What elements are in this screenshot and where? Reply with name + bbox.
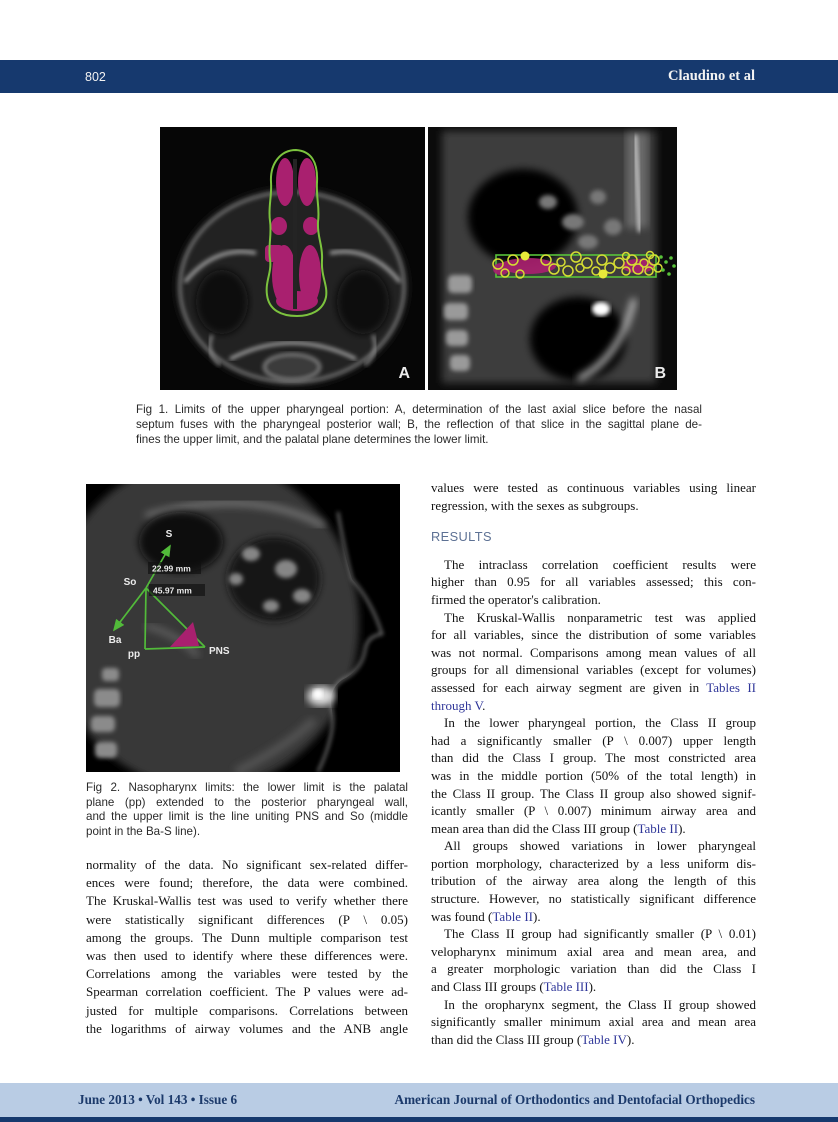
text-line: The Kruskal-Wallis test was used to verify whether there (86, 893, 408, 909)
text-line: than did the Class I group. The most constricted area (431, 750, 756, 766)
issue-info: June 2013 • Vol 143 • Issue 6 (78, 1092, 238, 1107)
figure2-image (86, 484, 400, 772)
panel-b-label: B (654, 365, 666, 382)
text-line: ences were found; therefore, the data were combined. (86, 875, 408, 891)
table-reference-link[interactable]: through V (431, 697, 483, 713)
paragraph-velopharynx (431, 925, 756, 995)
text-line: plane (pp) extended to the posterior pharyngeal wall, (86, 795, 408, 809)
results-section-heading: RESULTS (431, 529, 492, 545)
measurement-so-s: 22.99 mm (152, 563, 191, 574)
text-line: firmed the operator's calibration. (431, 591, 601, 607)
text-line: justed for multiple comparisons. Correlations between (86, 1002, 408, 1018)
text-line: a greater morphologic variation than did the Class I (431, 961, 756, 977)
text-line: and Class III groups (Table III). (431, 979, 597, 995)
text-line: significantly smaller minimum axial area and mean area (431, 1014, 756, 1030)
table-reference-link[interactable]: Table III (543, 979, 589, 995)
text-line: structure. However, no statistically significant difference (431, 891, 756, 907)
text-line: was then used to identify where these differences were. (86, 948, 408, 964)
cranium-region (86, 484, 359, 772)
text-line: The Class II group had significantly smaller (P \ 0.01) (444, 926, 756, 942)
landmark-s-label: S (165, 529, 173, 540)
text-line: had a significantly smaller (P \ 0.007) upper length (431, 732, 756, 748)
nasal-septum (293, 159, 297, 309)
landmark-pns-label: PNS (209, 646, 230, 657)
table-reference-link[interactable]: Tables II (706, 679, 756, 695)
bright-teeth-spot (592, 302, 610, 316)
text-line: for all variables, since the distribution of some variables (431, 627, 756, 643)
text-line: The Kruskal-Wallis nonparametric test was applied (444, 609, 756, 625)
text-line: was not normal. Comparisons among mean values of all (431, 644, 756, 660)
footer-navy-strip (0, 1117, 838, 1122)
page-number: 802 (85, 69, 106, 84)
text-line: mean area than did the Class III group (Table II). (431, 820, 686, 836)
text-line: All groups showed variations in lower pharyngeal (444, 838, 756, 854)
text-line: normality of the data. No significant sex-related differ- (86, 857, 408, 872)
page-footer-band (0, 1083, 838, 1117)
figure1-caption (136, 402, 702, 448)
text-line: velopharynx minimum axial area and mean area, and (431, 943, 756, 959)
text-line: regression, with the sexes as subgroups. (431, 497, 639, 513)
text-line: Fig 1. Limits of the upper pharyngeal portion: A, determination of the last axial slice before the nasal (136, 403, 702, 416)
text-line: fines the upper limit, and the palatal plane determines the lower limit. (136, 433, 489, 447)
text-line: portion morphology, characterized by a less uniform dis- (431, 855, 756, 871)
text-line: and the upper limit is the line uniting PNS and So (middle (86, 810, 408, 824)
line-so-to-pp (145, 588, 146, 649)
landmark-so-label: So (123, 577, 137, 588)
landmark-ba-label: Ba (108, 635, 122, 646)
text-line: was found (Table II). (431, 908, 541, 924)
paragraph-intraclass (431, 556, 756, 609)
text-line: Correlations among the variables were tested by the (86, 966, 408, 982)
figure1-image (160, 127, 677, 390)
text-line: In the oropharynx segment, the Class II group showed (444, 996, 756, 1012)
text-line: tribution of the airway area along the length of this (431, 873, 756, 889)
text-line: the Class II group. The Class II group also showed signif- (431, 785, 756, 801)
text-line: The intraclass correlation coefficient results were (444, 556, 756, 572)
table-reference-link[interactable]: Table IV (581, 1031, 627, 1047)
text-line: groups for all dimensional variables (except for volumes) (431, 662, 756, 678)
figure2-sagittal-ct (86, 484, 400, 772)
running-head: Claudino et al (667, 68, 755, 84)
text-line: values were tested as continuous variables using linear (431, 480, 756, 495)
figure1-panel-a-axial-ct (160, 127, 425, 390)
text-line: In the lower pharyngeal portion, the Class II group (444, 715, 756, 731)
panel-a-label: A (398, 365, 410, 382)
journal-name: American Journal of Orthodontics and Dentofacial Orthopedics (394, 1092, 755, 1107)
text-line: Spearman correlation coefficient. The P values were ad- (86, 984, 408, 1000)
table-reference-link[interactable]: Table II (637, 820, 679, 836)
figure2-caption (86, 781, 408, 839)
page-header-band (0, 60, 838, 93)
text-line: icantly smaller (P \ 0.007) minimum airway area and (431, 803, 756, 819)
text-line: point in the Ba-S line). (86, 824, 201, 838)
text-line: through V. (431, 697, 486, 713)
figure1-panel-b-sagittal-ct (428, 127, 677, 390)
text-line: among the groups. The Dunn multiple comparison test (86, 929, 408, 945)
table-reference-link[interactable]: Table II (492, 908, 533, 924)
measurement-so-pns: 45.97 mm (153, 585, 192, 596)
paragraph-lower-pharyngeal (431, 714, 756, 837)
text-line: than did the Class III group (Table IV). (431, 1031, 635, 1047)
text-line: septum fuses with the pharyngeal posterior wall; B, the reflection of that slice in the sagittal plane de- (136, 418, 702, 432)
vertebra (264, 354, 320, 380)
paragraph-oropharynx (431, 996, 756, 1049)
text-line: assessed for each airway segment are given in Tables II (431, 679, 756, 695)
right-text-column (431, 479, 756, 1048)
text-line: higher than 0.95 for all variables assessed; this con- (431, 574, 756, 590)
paragraph-kruskal (431, 609, 756, 715)
text-line: the logarithms of airway volumes and the ANB angle (86, 1020, 408, 1036)
left-text-column (86, 856, 408, 1038)
text-line: was in the middle portion (50% of the total length) in (431, 767, 756, 783)
landmark-pp-label: pp (127, 649, 141, 660)
text-line: Fig 2. Nasopharynx limits: the lower limit is the palatal (86, 781, 408, 794)
text-line: were statistically significant differences (P \ 0.05) (86, 911, 408, 927)
paragraph-variations (431, 837, 756, 925)
paragraph-continuation (431, 479, 756, 514)
